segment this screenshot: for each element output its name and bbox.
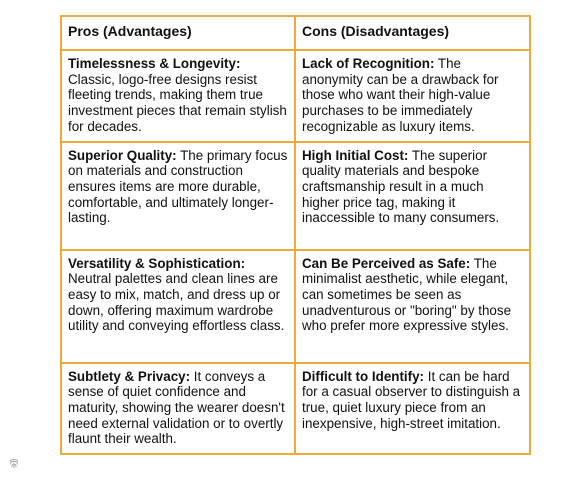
table-row xyxy=(61,250,530,363)
pros-text: Classic, logo-free designs resist fleeting trends, making them true investment pieces that remain stylish for decades. xyxy=(68,71,287,134)
table-row xyxy=(61,363,530,455)
cons-cell xyxy=(295,50,530,142)
pros-cell xyxy=(61,50,295,142)
pros-text: Neutral palettes and clean lines are easy to mix, match, and dress up or down, offering maximum wardrobe utility and conveying effortless class. xyxy=(68,271,285,334)
pros-cell xyxy=(61,250,295,363)
cons-cell xyxy=(295,142,530,250)
cons-text: It can be hard for a casual observer to distinguish a true, quiet luxury piece from an inexpensive, high-street imitation. xyxy=(302,368,521,431)
pros-term: Superior Quality: xyxy=(68,147,177,163)
cons-text: The minimalist aesthetic, while elegant, can sometimes be seen as unadventurous or "boring" by those who prefer more expressive styles. xyxy=(302,255,512,334)
cons-header: Cons (Disadvantages) xyxy=(295,16,530,50)
fingerprint-icon xyxy=(8,457,20,469)
cons-term: Can Be Perceived as Safe: xyxy=(302,255,471,271)
pros-header: Pros (Advantages) xyxy=(61,16,295,50)
table-header-row xyxy=(61,16,530,50)
pros-cell xyxy=(61,142,295,250)
pros-cons-table xyxy=(60,15,531,455)
cons-term: High Initial Cost: xyxy=(302,147,409,163)
pros-text: It conveys a sense of quiet confidence and maturity, showing the wearer doesn't need external validation or to overtly flaunt their wealth. xyxy=(68,368,285,447)
cons-text: The superior quality materials and bespoke craftsmanship result in a much higher price tag, making it inaccessible to many consumers. xyxy=(302,147,500,226)
pros-cell xyxy=(61,363,295,455)
cons-term: Difficult to Identify: xyxy=(302,368,424,384)
pros-term: Versatility & Sophistication: xyxy=(68,255,246,271)
pros-term: Subtlety & Privacy: xyxy=(68,368,191,384)
pros-text: The primary focus on materials and construction ensures items are more durable, comfortable, and ultimately longer-lasting. xyxy=(68,147,288,226)
cons-term: Lack of Recognition: xyxy=(302,56,435,71)
pros-term: Timelessness & Longevity: xyxy=(68,56,241,71)
table-row xyxy=(61,50,530,142)
cons-cell xyxy=(295,250,530,363)
table-row xyxy=(61,142,530,250)
cons-text: The anonymity can be a drawback for those who want their high-value purchases to be immediately recognizable as luxury items. xyxy=(302,56,499,134)
cons-cell xyxy=(295,363,530,455)
